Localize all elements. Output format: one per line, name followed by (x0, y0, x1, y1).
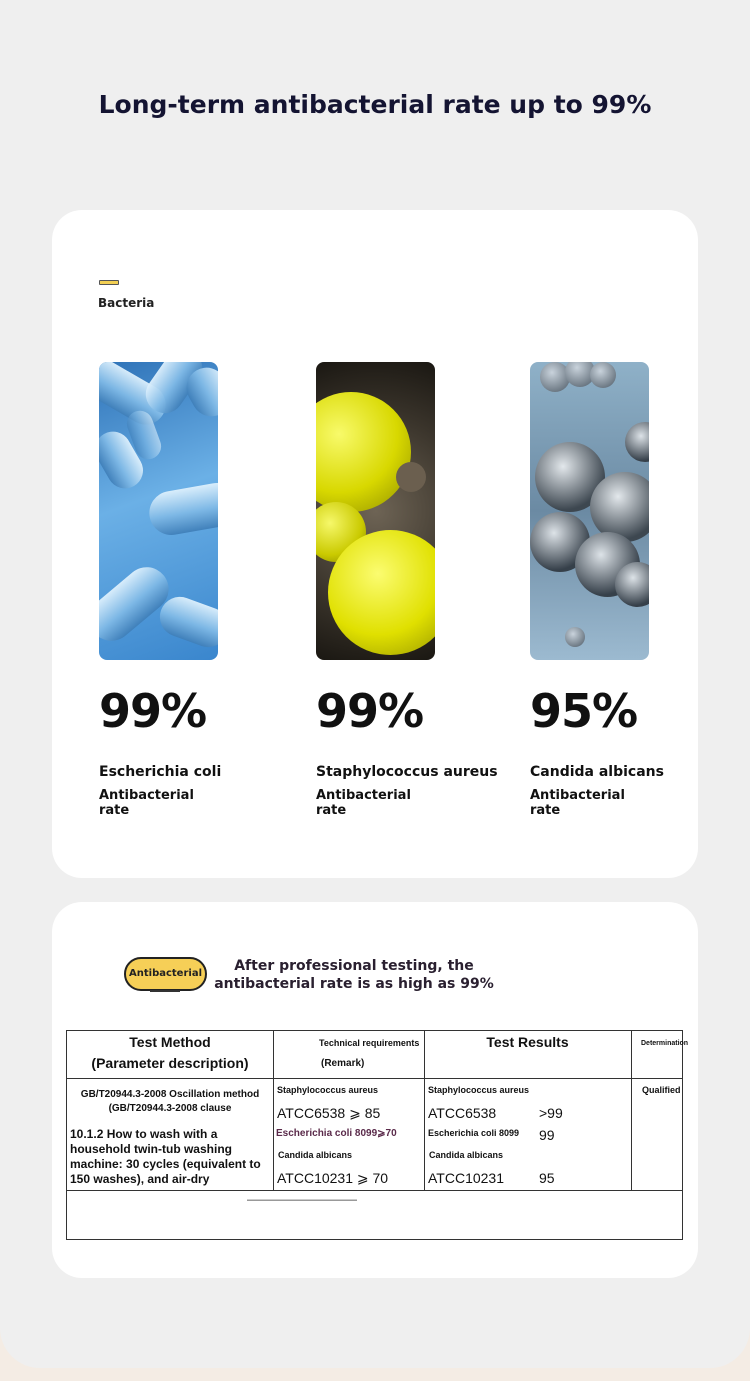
header-test-method: Test Method (129, 1034, 211, 1050)
header-technical-requirements: Technical requirements (319, 1038, 420, 1048)
bacteria-card (52, 210, 698, 878)
antibacterial-badge: Antibacterial (124, 957, 207, 991)
result-staph-label: Staphylococcus aureus (428, 1085, 530, 1095)
req-candida-label: Candida albicans (278, 1150, 353, 1160)
section-label: Bacteria (98, 296, 155, 310)
testing-card (52, 902, 698, 1278)
result-candida-code: ATCC10231 (428, 1170, 505, 1186)
header-determination: Determination (641, 1040, 689, 1047)
result-candida-label: Candida albicans (429, 1150, 504, 1160)
bacteria-item-candida (530, 362, 680, 818)
header-parameter-description: (Parameter description) (91, 1055, 249, 1071)
candida-rate-label: Antibacterial rate (530, 788, 625, 818)
header-remark: (Remark) (321, 1058, 365, 1069)
method-wash-description: 10.1.2 How to wash with a household twin-tub washing machine: 30 cycles (equivalent to 150 washes), and air-dry (70, 1127, 261, 1186)
accent-bar (99, 280, 119, 285)
result-candida-value: 95 (539, 1170, 555, 1186)
staph-rate-label: Antibacterial rate (316, 788, 411, 818)
result-staph-value: >99 (539, 1105, 563, 1121)
staph-image (316, 362, 435, 660)
bacteria-item-ecoli (99, 362, 249, 818)
page-title: Long-term antibacterial rate up to 99% (98, 90, 652, 119)
staph-name: Staphylococcus aureus (316, 764, 498, 780)
staph-percent: 99% (316, 684, 424, 738)
bacteria-item-staph (316, 362, 498, 818)
req-staph-value: ATCC6538 ⩾ 85 (277, 1105, 381, 1121)
req-ecoli-line: Escherichia coli 8099⩾70 (276, 1128, 397, 1139)
req-staph-label: Staphylococcus aureus (277, 1085, 379, 1095)
ecoli-image (99, 362, 218, 660)
test-results-table (66, 1030, 689, 1240)
header-test-results: Test Results (486, 1034, 569, 1050)
ecoli-name: Escherichia coli (99, 764, 222, 780)
table-footer-line: —————————— (247, 1194, 357, 1206)
determination-value: Qualified (642, 1085, 681, 1095)
ecoli-rate-label: Antibacterial rate (99, 788, 194, 818)
result-ecoli-value: 99 (539, 1127, 555, 1143)
req-candida-value: ATCC10231 ⩾ 70 (277, 1170, 389, 1186)
badge-underline (150, 990, 180, 992)
testing-note: After professional testing, the antibacterial rate is as high as 99% (214, 958, 494, 992)
result-staph-code: ATCC6538 (428, 1105, 497, 1121)
result-ecoli-label: Escherichia coli 8099 (428, 1128, 520, 1138)
candida-image (530, 362, 649, 660)
candida-percent: 95% (530, 684, 638, 738)
ecoli-percent: 99% (99, 684, 207, 738)
method-standard: GB/T20944.3-2008 Oscillation method (GB/T20944.3-2008 clause (80, 1089, 260, 1114)
candida-name: Candida albicans (530, 764, 664, 780)
